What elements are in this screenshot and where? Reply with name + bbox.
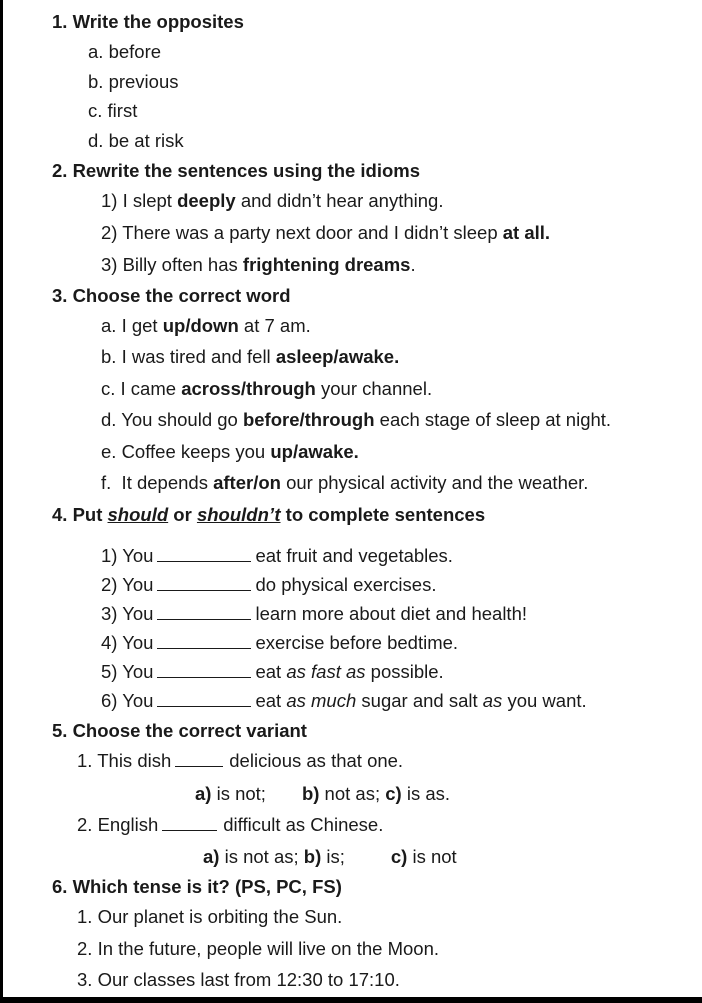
left-border <box>0 0 3 1003</box>
section-3-item-c: c. I came across/through your channel. <box>101 378 433 399</box>
section-6-item-1: 1. Our planet is orbiting the Sun. <box>77 906 343 927</box>
section-1-item-b: b. previous <box>88 71 179 92</box>
section-2-item-2: 2) There was a party next door and I didn’t sleep at all. <box>101 222 551 243</box>
answer-blank[interactable] <box>157 633 251 649</box>
section-5-question-2: 2. English difficult as Chinese. <box>77 814 384 835</box>
section-4-title: 4. Put should or shouldn’t to complete sentences <box>52 504 486 525</box>
section-6-title: 6. Which tense is it? (PS, PC, FS) <box>52 876 342 897</box>
answer-blank[interactable] <box>157 546 251 562</box>
bottom-border <box>0 997 702 1003</box>
section-3-item-b: b. I was tired and fell asleep/awake. <box>101 346 400 367</box>
answer-blank[interactable] <box>157 604 251 620</box>
section-3-item-a: a. I get up/down at 7 am. <box>101 315 311 336</box>
section-5-question-1: 1. This dish delicious as that one. <box>77 750 404 771</box>
section-2-title: 2. Rewrite the sentences using the idioms <box>52 160 421 181</box>
section-1-item-c: c. first <box>88 100 138 121</box>
section-3-item-f: f. It depends after/on our physical activity and the weather. <box>101 472 589 493</box>
section-4-item-5: 5) You eat as fast as possible. <box>101 661 444 682</box>
answer-blank[interactable] <box>157 691 251 707</box>
section-5-options-2: a) is not as; b) is; c) is not <box>203 846 457 867</box>
section-5-options-1: a) is not; b) not as; c) is as. <box>195 783 451 804</box>
answer-blank[interactable] <box>175 751 223 767</box>
answer-blank[interactable] <box>162 815 217 831</box>
section-6-item-2: 2. In the future, people will live on the Moon. <box>77 938 439 959</box>
section-1-item-d: d. be at risk <box>88 130 184 151</box>
section-4-item-3: 3) You learn more about diet and health! <box>101 603 528 624</box>
answer-blank[interactable] <box>157 575 251 591</box>
section-3-title: 3. Choose the correct word <box>52 285 291 306</box>
section-2-item-3: 3) Billy often has frightening dreams. <box>101 254 416 275</box>
section-1-title: 1. Write the opposites <box>52 11 244 32</box>
section-4-item-1: 1) You eat fruit and vegetables. <box>101 545 453 566</box>
section-4-item-2: 2) You do physical exercises. <box>101 574 437 595</box>
section-3-item-d: d. You should go before/through each stage of sleep at night. <box>101 409 612 430</box>
section-5-title: 5. Choose the correct variant <box>52 720 307 741</box>
section-4-item-6: 6) You eat as much sugar and salt as you want. <box>101 690 587 711</box>
section-6-item-3: 3. Our classes last from 12:30 to 17:10. <box>77 969 400 990</box>
section-2-item-1: 1) I slept deeply and didn’t hear anything. <box>101 190 444 211</box>
answer-blank[interactable] <box>157 662 251 678</box>
section-1-item-a: a. before <box>88 41 162 62</box>
section-3-item-e: e. Coffee keeps you up/awake. <box>101 441 359 462</box>
section-4-item-4: 4) You exercise before bedtime. <box>101 632 459 653</box>
